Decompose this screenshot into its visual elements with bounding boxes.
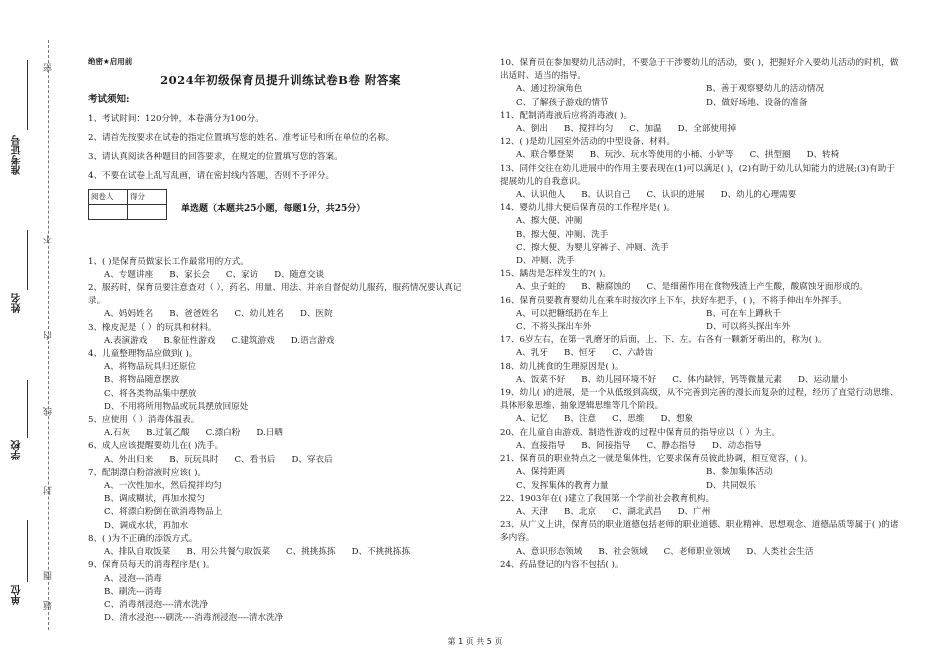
answer-option[interactable]: D、想象: [660, 414, 694, 425]
answer-option[interactable]: D、动态指导: [712, 440, 762, 451]
notice-heading: 考试须知:: [88, 94, 130, 106]
answer-option[interactable]: A.石灰: [104, 428, 131, 439]
reviewer-cell[interactable]: [89, 204, 128, 219]
answer-option[interactable]: A、记忆: [516, 414, 548, 425]
school-field[interactable]: [27, 380, 28, 438]
left-column: [88, 55, 473, 625]
question-text: 6、成人应该提醒要幼儿在( )洗手。: [88, 441, 224, 452]
answer-option[interactable]: D.语言游戏: [290, 335, 335, 346]
option-group: [500, 83, 900, 109]
question-text: 4、儿童整理物品应做到( )。: [88, 349, 198, 360]
answer-option[interactable]: C、加温: [629, 124, 662, 135]
answer-option[interactable]: C.漂白粉: [205, 428, 241, 439]
answer-option[interactable]: A.表演游戏: [104, 335, 148, 346]
option-group: [88, 454, 473, 467]
option-group: [500, 374, 900, 387]
answer-option[interactable]: C、体内缺锌，钙等微量元素: [672, 374, 782, 385]
name-field[interactable]: [27, 230, 28, 290]
answer-option[interactable]: B、参加集体活动: [706, 467, 773, 478]
seal-char: 线: [44, 406, 54, 416]
answer-option[interactable]: C、思维: [612, 414, 645, 425]
answer-option[interactable]: D、清水浸泡----刷洗----消毒剂浸泡----清水洗净: [104, 613, 284, 624]
secret-mark: 绝密★启用前: [88, 57, 133, 66]
seal-char: 不: [44, 234, 54, 244]
answer-option[interactable]: A、乳牙: [516, 348, 548, 359]
question-text: 21、保育员的职业特点之一就是集体性，它要求保育员彼此协调，相互宽容，( )。: [500, 454, 813, 465]
answer-option[interactable]: B、恒牙: [564, 348, 597, 359]
question-text: 10、保育员在参加婴幼儿活动时，不要急于干涉婴幼儿的活动，要( )，把握好介入要幼儿活动的时机，做出适时、适当的指导。: [500, 58, 899, 82]
binding-margin: [0, 0, 60, 671]
answer-option[interactable]: B、间接指导: [581, 440, 631, 451]
answer-option[interactable]: A、浸泡---消毒: [104, 573, 162, 584]
option-group: [88, 308, 473, 321]
exam-number-label: 准考证号: [12, 135, 23, 175]
answer-option[interactable]: D.日晒: [256, 428, 283, 439]
option-group: [500, 440, 900, 453]
option-group: [88, 480, 473, 533]
question-text: 9、保育员每天的消毒程序是( )。: [88, 560, 215, 571]
question-list-right: [500, 57, 900, 572]
question-text: 17、6岁左右，在第一乳磨牙的后面，上、下、左、右各有一颗新牙萌出的，称为( )。: [500, 335, 827, 346]
option-group: [88, 427, 473, 440]
answer-option[interactable]: A、排队自取饭菜: [104, 547, 171, 558]
question-text: 11、配制消毒液后应将消毒液( )。: [500, 110, 633, 121]
notice-item: 2、请首先按要求在试卷的指定位置填写您的姓名、准考证号和所在单位的名称。: [88, 132, 395, 143]
seal-char: 圈: [44, 570, 54, 580]
option-group: [88, 269, 473, 282]
school-label: 学校: [12, 440, 23, 460]
answer-option[interactable]: D、医院: [300, 309, 333, 320]
answer-option[interactable]: A、擦大便、冲厕: [516, 216, 583, 227]
answer-option[interactable]: D、全部使用掉: [677, 124, 737, 135]
answer-option[interactable]: D、穿衣后: [291, 454, 333, 465]
option-group: [500, 308, 900, 334]
answer-option[interactable]: C、挑挑拣拣: [286, 547, 336, 558]
answer-option[interactable]: A、可以把糖纸扔在车上: [516, 308, 609, 319]
answer-option[interactable]: C、将各类物品集中摆放: [104, 388, 197, 399]
answer-option[interactable]: D、随意交谈: [274, 269, 325, 280]
question-text: 2、服药时，保育员要注意查对（ ），药名、用量、用法、并亲自督促幼儿服药，服药情况要认真记录。: [88, 283, 462, 307]
answer-option[interactable]: A、饭菜不好: [516, 374, 566, 385]
exam-number-field[interactable]: [27, 60, 28, 130]
answer-option[interactable]: B、家长会: [169, 269, 210, 280]
answer-option[interactable]: C、了解孩子游戏的情节: [516, 97, 609, 108]
notice-item: 3、请认真阅读各种题目的回答要求，在规定的位置填写您的答案。: [88, 152, 343, 163]
answer-option[interactable]: C、不将头探出车外: [516, 322, 592, 333]
answer-option[interactable]: C.建筑游戏: [231, 335, 275, 346]
section-title: 单选题（本题共25小题，每题1分，共25分）: [181, 204, 366, 215]
answer-option[interactable]: A、直接指导: [516, 440, 566, 451]
unit-field[interactable]: [27, 520, 28, 582]
answer-option[interactable]: D、不用将所用物品或玩具摆放回原处: [104, 401, 249, 412]
answer-option[interactable]: B、注意: [564, 414, 597, 425]
question-text: 15、龋齿是怎样发生的?( )。: [500, 269, 611, 280]
option-group: [500, 215, 900, 268]
answer-option[interactable]: C、看书后: [234, 454, 276, 465]
answer-option[interactable]: C、是细菌作用在食物残渣上产生酸，酸腐蚀牙面形成的。: [646, 282, 868, 293]
page-title: 2024年初级保育员提升训练试卷B卷 附答案: [160, 73, 401, 88]
answer-option[interactable]: A、倒出: [516, 124, 548, 135]
question-text: 20、在儿童自由游戏、制造性游戏的过程中保育员的指导应以（ ）为主。: [500, 427, 781, 438]
question-text: 12、( )是幼儿园室外活动的中型设备、材料。: [500, 137, 676, 148]
answer-option[interactable]: C、将漂白粉倒在欲消毒物品上: [104, 507, 223, 518]
answer-option[interactable]: C、湖北武昌: [612, 506, 662, 517]
reviewer-header: 阅卷人: [89, 190, 128, 204]
answer-option[interactable]: B、糖腐蚀的: [581, 282, 631, 293]
option-group: [88, 361, 473, 414]
answer-option[interactable]: B、社会领域: [598, 546, 648, 557]
answer-option[interactable]: B、玩玩具时: [169, 454, 219, 465]
answer-option[interactable]: B、可在车上蹲秋千: [706, 308, 782, 319]
answer-option[interactable]: D、人类社会生活: [746, 546, 814, 557]
question-text: 23、从广义上讲，保育员的职业道德包括老师的职业道德、职业精神、思想观念、道德品质等属于( )的诸多内容。: [500, 520, 899, 544]
answer-option[interactable]: C、静态指导: [646, 440, 697, 451]
answer-option[interactable]: D、运动量小: [797, 374, 848, 385]
option-group: [88, 546, 473, 559]
question-text: 8、( )为不正确的添饭方式。: [88, 533, 198, 544]
question-text: 22、1903年在( )建立了我国第一个学前社会教育机构。: [500, 493, 715, 504]
option-group: [500, 281, 900, 294]
answer-option[interactable]: D、转椅: [806, 150, 840, 161]
answer-option[interactable]: D、调成水状，再加水: [104, 520, 189, 531]
answer-option[interactable]: B、认识自己: [581, 190, 631, 201]
answer-option[interactable]: C、拱型圈: [749, 150, 791, 161]
seal-char: 内: [44, 330, 54, 340]
answer-option[interactable]: A、通过扮演角色: [516, 84, 583, 95]
answer-option[interactable]: B、擦大便、冲厕、洗手: [516, 229, 609, 240]
answer-option[interactable]: B、搅拌均匀: [564, 124, 614, 135]
option-group: [500, 123, 900, 136]
answer-option[interactable]: A、认识他人: [516, 190, 566, 201]
answer-option[interactable]: C、家访: [225, 269, 259, 280]
answer-option[interactable]: C、擦大便、为婴儿穿裤子、冲厕、洗手: [516, 242, 669, 253]
notice-item: 1、考试时间：120分钟，本卷满分为100分。: [88, 113, 264, 124]
answer-option[interactable]: C、幼儿姓名: [234, 309, 285, 320]
question-text: 18、幼儿挑食的生理原因是( )。: [500, 361, 624, 372]
answer-option[interactable]: C、认识的进展: [646, 190, 705, 201]
answer-option[interactable]: B、刷洗---消毒: [104, 586, 162, 597]
page-footer: 第 1 页 共 5 页: [447, 637, 503, 646]
answer-option[interactable]: D、广州: [677, 506, 711, 517]
answer-option[interactable]: D、共同娱乐: [706, 480, 756, 491]
option-group: [500, 347, 900, 360]
option-group: [500, 506, 900, 519]
option-group: [500, 189, 900, 202]
question-text: 14、婴幼儿排大便后保育员的工作程序是( )。: [500, 203, 676, 214]
answer-option[interactable]: D、幼儿的心理需要: [720, 190, 797, 201]
answer-option[interactable]: C、老师职业领域: [663, 546, 731, 557]
answer-option[interactable]: C、六龄齿: [612, 348, 654, 359]
answer-option[interactable]: B、爸爸姓名: [169, 309, 219, 320]
score-table: [88, 189, 167, 219]
question-text: 3、橡皮泥是（ ）的玩具和材料。: [88, 322, 217, 333]
question-list-left: [88, 256, 473, 626]
score-area: [88, 189, 473, 219]
answer-option[interactable]: A、天津: [516, 506, 548, 517]
answer-option[interactable]: B、善于观察婴幼儿的活动情况: [706, 84, 825, 95]
seal-char: 密: [44, 62, 54, 72]
answer-option[interactable]: B.象征性游戏: [163, 335, 216, 346]
option-group: [88, 335, 473, 348]
option-group: [500, 413, 900, 426]
option-group: [500, 466, 900, 492]
answer-option[interactable]: A、意识形态领域: [516, 546, 583, 557]
answer-option[interactable]: B、北京: [564, 506, 597, 517]
answer-option[interactable]: A、专题讲座: [104, 269, 154, 280]
right-column: [500, 57, 900, 572]
question-text: 24、药品登记的内容不包括( )。: [500, 559, 624, 570]
answer-option[interactable]: A、妈妈姓名: [104, 309, 154, 320]
answer-option[interactable]: A、保持距离: [516, 467, 566, 478]
answer-option[interactable]: B.过氧乙酸: [146, 428, 190, 439]
option-group: [88, 573, 473, 626]
answer-option[interactable]: A、一次性加水，然后搅拌均匀: [104, 481, 222, 492]
question-text: 1、( )是保育员做家长工作最常用的方式。: [88, 256, 249, 267]
score-cell[interactable]: [128, 204, 167, 219]
option-group: [500, 546, 900, 559]
question-text: 19、幼儿( )的进展，是一个从低级到高级，从不完善到完善的漫长而复杂的过程，经历了直觉行动思维、具体形象思维、抽象逻辑思维等几个阶段。: [500, 388, 899, 412]
question-text: 13、同伴交往在幼儿进展中的作用主要表现在(1)可以满足( )，(2)有助于幼儿认知能力的进展;(3)有助于提展幼儿的自我意识。: [500, 163, 895, 187]
answer-option[interactable]: B、幼儿园环境不好: [581, 374, 657, 385]
answer-option[interactable]: A、外出归来: [104, 454, 154, 465]
answer-option[interactable]: B、将物品随意摆放: [104, 375, 180, 386]
notice-item: 4、不要在试卷上乱写乱画，请在密封线内答题，否则不予评分。: [88, 171, 335, 182]
answer-option[interactable]: B、玩沙、玩水等使用的小桶、小铲等: [589, 150, 734, 161]
answer-option[interactable]: A、虫子蛀的: [516, 282, 566, 293]
option-group: [500, 149, 900, 162]
answer-option[interactable]: C、发挥集体的教育力量: [516, 480, 609, 491]
answer-option[interactable]: D、做好场地、设备的准备: [706, 97, 808, 108]
answer-option[interactable]: A、将物品玩具归还原位: [104, 362, 197, 373]
answer-option[interactable]: D、不挑挑拣拣: [351, 547, 411, 558]
answer-option[interactable]: C、消毒剂浸泡----清水洗净: [104, 599, 209, 610]
answer-option[interactable]: B、用公共餐勺取饭菜: [186, 547, 271, 558]
seal-char: 题: [44, 600, 54, 610]
name-label: 姓名: [12, 293, 23, 313]
unit-label: 单位: [12, 585, 23, 605]
answer-option[interactable]: D、可以将头探出车外: [706, 322, 791, 333]
question-text: 5、应使用（ ）消毒体温表。: [88, 415, 200, 426]
answer-option[interactable]: B、调成糊状，再加水搅匀: [104, 494, 205, 505]
seal-char: 封: [44, 485, 54, 495]
question-text: 7、配制漂白粉溶液时应该( )。: [88, 467, 207, 478]
score-header: 得分: [128, 190, 167, 204]
question-text: 16、保育员要教育婴幼儿在乘车时按次序上下车，扶好车把手，( )，不将手伸出车外挥手。: [500, 295, 847, 306]
answer-option[interactable]: D、冲厕、洗手: [516, 256, 575, 267]
answer-option[interactable]: A、联合攀登架: [516, 150, 574, 161]
